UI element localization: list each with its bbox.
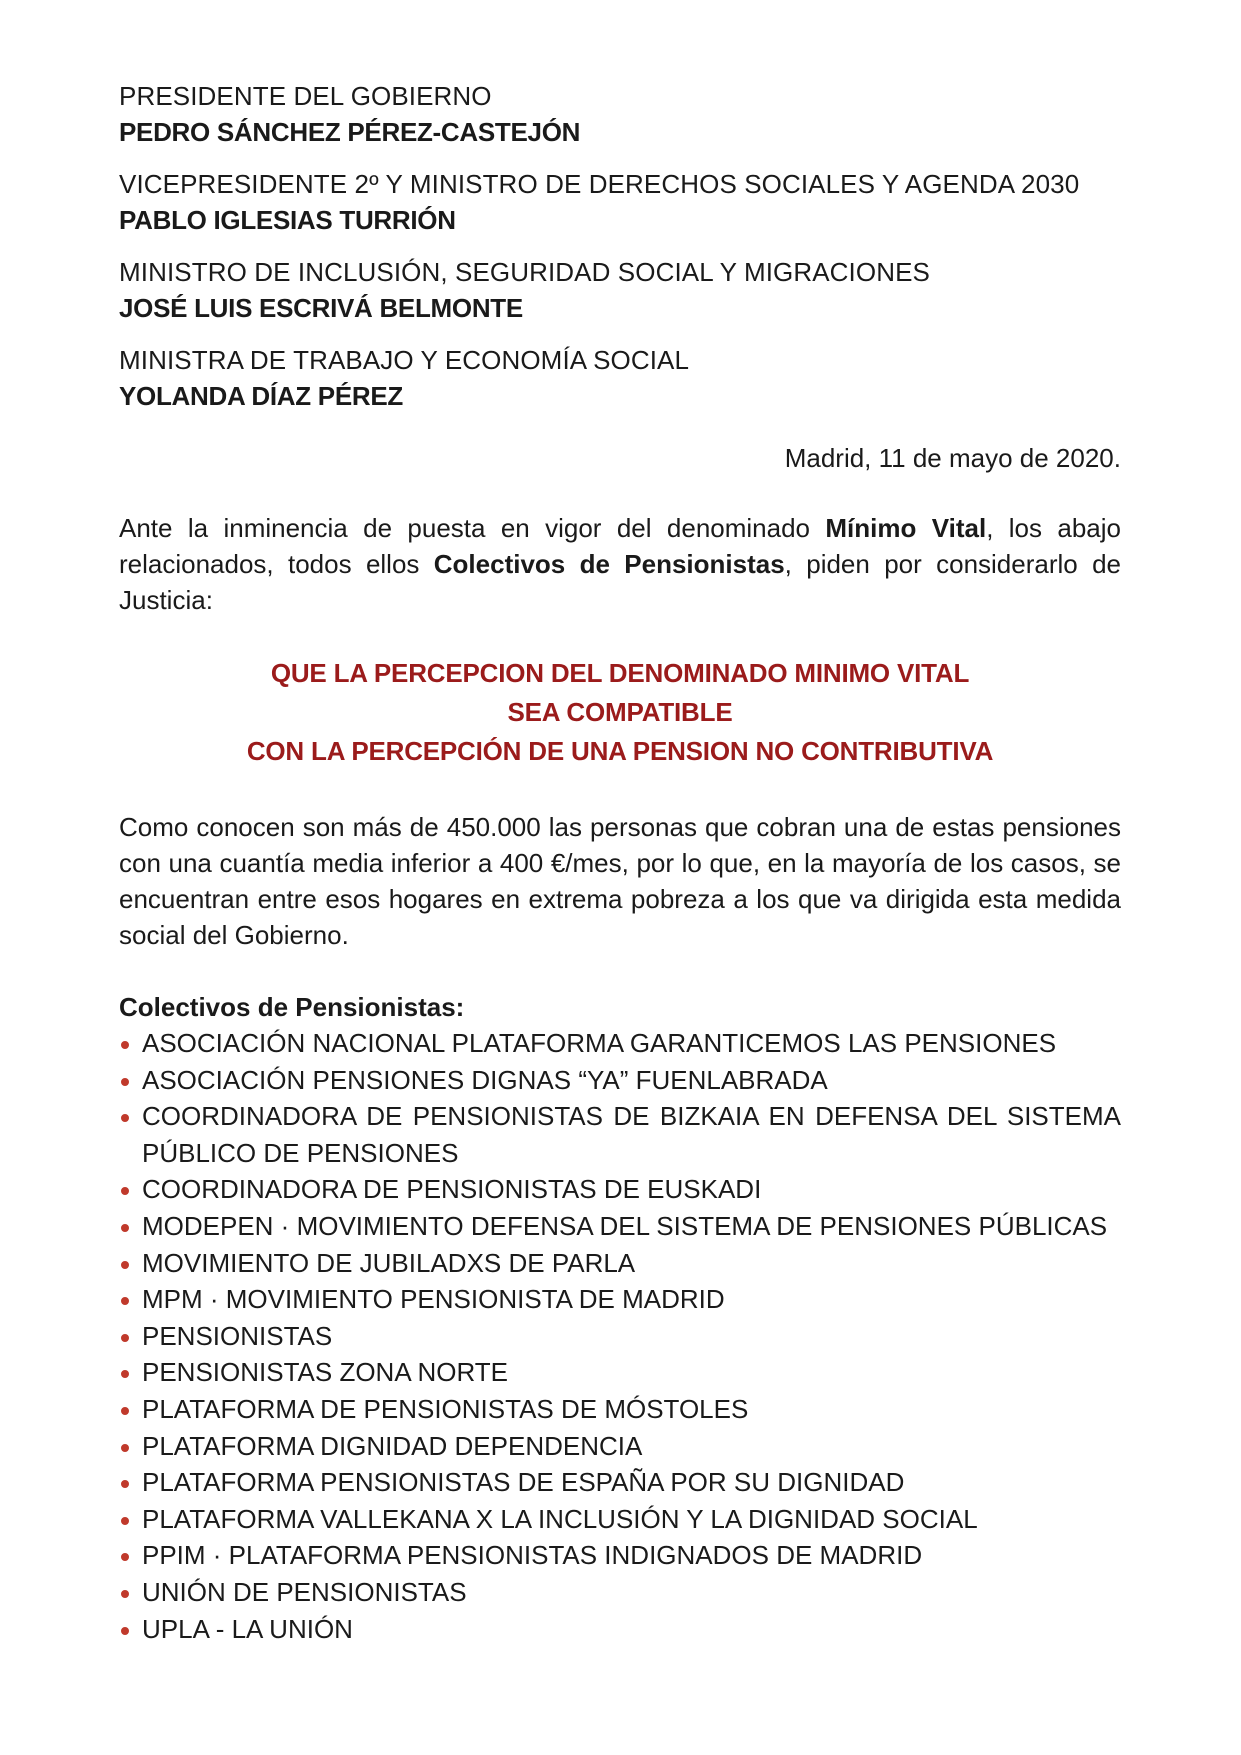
- petition-line: SEA COMPATIBLE: [507, 697, 733, 727]
- letter-page: [119, 78, 1121, 1647]
- list-item: MPM · MOVIMIENTO PENSIONISTA DE MADRID: [119, 1281, 1121, 1318]
- petition-block: [119, 654, 1121, 771]
- list-item: ASOCIACIÓN NACIONAL PLATAFORMA GARANTICEMOS LAS PENSIONES: [119, 1025, 1121, 1062]
- recipient-block: [119, 254, 1121, 326]
- intro-text: , piden por considerarlo de Justicia:: [119, 549, 1121, 615]
- recipient-name: JOSÉ LUIS ESCRIVÁ BELMONTE: [119, 293, 523, 323]
- list-item: PENSIONISTAS: [119, 1318, 1121, 1355]
- bullet-icon: [121, 1114, 129, 1122]
- bullet-icon: [121, 1517, 129, 1525]
- list-item: PLATAFORMA DIGNIDAD DEPENDENCIA: [119, 1428, 1121, 1465]
- groups-heading: Colectivos de Pensionistas:: [119, 992, 465, 1022]
- list-item: ASOCIACIÓN PENSIONES DIGNAS “YA” FUENLABRADA: [119, 1062, 1121, 1099]
- intro-text: Ante la inminencia de puesta en vigor del denominado: [119, 513, 826, 543]
- recipient-title: MINISTRA DE TRABAJO Y ECONOMÍA SOCIAL: [119, 345, 690, 375]
- bullet-icon: [121, 1407, 129, 1415]
- recipient-name: PEDRO SÁNCHEZ PÉREZ-CASTEJÓN: [119, 117, 581, 147]
- groups-list: [119, 1025, 1121, 1647]
- petition-line: QUE LA PERCEPCION DEL DENOMINADO MINIMO VITAL: [270, 658, 970, 688]
- list-item: MODEPEN · MOVIMIENTO DEFENSA DEL SISTEMA DE PENSIONES PÚBLICAS: [119, 1208, 1121, 1245]
- list-item: PLATAFORMA VALLEKANA X LA INCLUSIÓN Y LA DIGNIDAD SOCIAL: [119, 1501, 1121, 1538]
- bullet-icon: [121, 1261, 129, 1269]
- recipient-block: [119, 78, 1121, 150]
- recipient-name: YOLANDA DÍAZ PÉREZ: [119, 381, 403, 411]
- list-item: PPIM · PLATAFORMA PENSIONISTAS INDIGNADOS DE MADRID: [119, 1537, 1121, 1574]
- bullet-icon: [121, 1553, 129, 1561]
- list-item: COORDINADORA DE PENSIONISTAS DE EUSKADI: [119, 1171, 1121, 1208]
- recipient-title: MINISTRO DE INCLUSIÓN, SEGURIDAD SOCIAL Y MIGRACIONES: [119, 257, 930, 287]
- intro-paragraph: [119, 510, 1121, 618]
- bullet-icon: [121, 1590, 129, 1598]
- list-item: UNIÓN DE PENSIONISTAS: [119, 1574, 1121, 1611]
- list-item: PENSIONISTAS ZONA NORTE: [119, 1354, 1121, 1391]
- bullet-icon: [121, 1187, 129, 1195]
- bullet-icon: [121, 1370, 129, 1378]
- bullet-icon: [121, 1041, 129, 1049]
- bullet-icon: [121, 1627, 129, 1635]
- intro-bold-term: Mínimo Vital: [825, 513, 987, 543]
- recipient-title: VICEPRESIDENTE 2º Y MINISTRO DE DERECHOS SOCIALES Y AGENDA 2030: [119, 169, 1080, 199]
- petition-line: CON LA PERCEPCIÓN DE UNA PENSION NO CONTRIBUTIVA: [246, 736, 994, 766]
- intro-text: , los abajo relacionados, todos ellos: [119, 513, 1121, 579]
- bullet-icon: [121, 1444, 129, 1452]
- list-item: PLATAFORMA PENSIONISTAS DE ESPAÑA POR SU DIGNIDAD: [119, 1464, 1121, 1501]
- bullet-icon: [121, 1480, 129, 1488]
- intro-bold-term: Colectivos de Pensionistas: [433, 549, 785, 579]
- list-item: PLATAFORMA DE PENSIONISTAS DE MÓSTOLES: [119, 1391, 1121, 1428]
- list-item: UPLA - LA UNIÓN: [119, 1611, 1121, 1648]
- list-item: MOVIMIENTO DE JUBILADXS DE PARLA: [119, 1245, 1121, 1282]
- bullet-icon: [121, 1334, 129, 1342]
- recipient-block: [119, 166, 1121, 238]
- letter-date: Madrid, 11 de mayo de 2020.: [784, 443, 1121, 473]
- recipient-block: [119, 342, 1121, 414]
- recipient-title: PRESIDENTE DEL GOBIERNO: [119, 81, 492, 111]
- bullet-icon: [121, 1297, 129, 1305]
- body-paragraph: Como conocen son más de 450.000 las personas que cobran una de estas pensiones con una cuantía media inferior a 400 €/mes, por lo que, en la mayoría de los casos, se encuentran entre esos hogares en extrema pobreza a los que va dirigida esta medida social del Gobierno.: [119, 812, 1121, 950]
- bullet-icon: [121, 1078, 129, 1086]
- bullet-icon: [121, 1224, 129, 1232]
- recipient-name: PABLO IGLESIAS TURRIÓN: [119, 205, 456, 235]
- list-item: COORDINADORA DE PENSIONISTAS DE BIZKAIA EN DEFENSA DEL SISTEMA PÚBLICO DE PENSIONES: [119, 1098, 1121, 1171]
